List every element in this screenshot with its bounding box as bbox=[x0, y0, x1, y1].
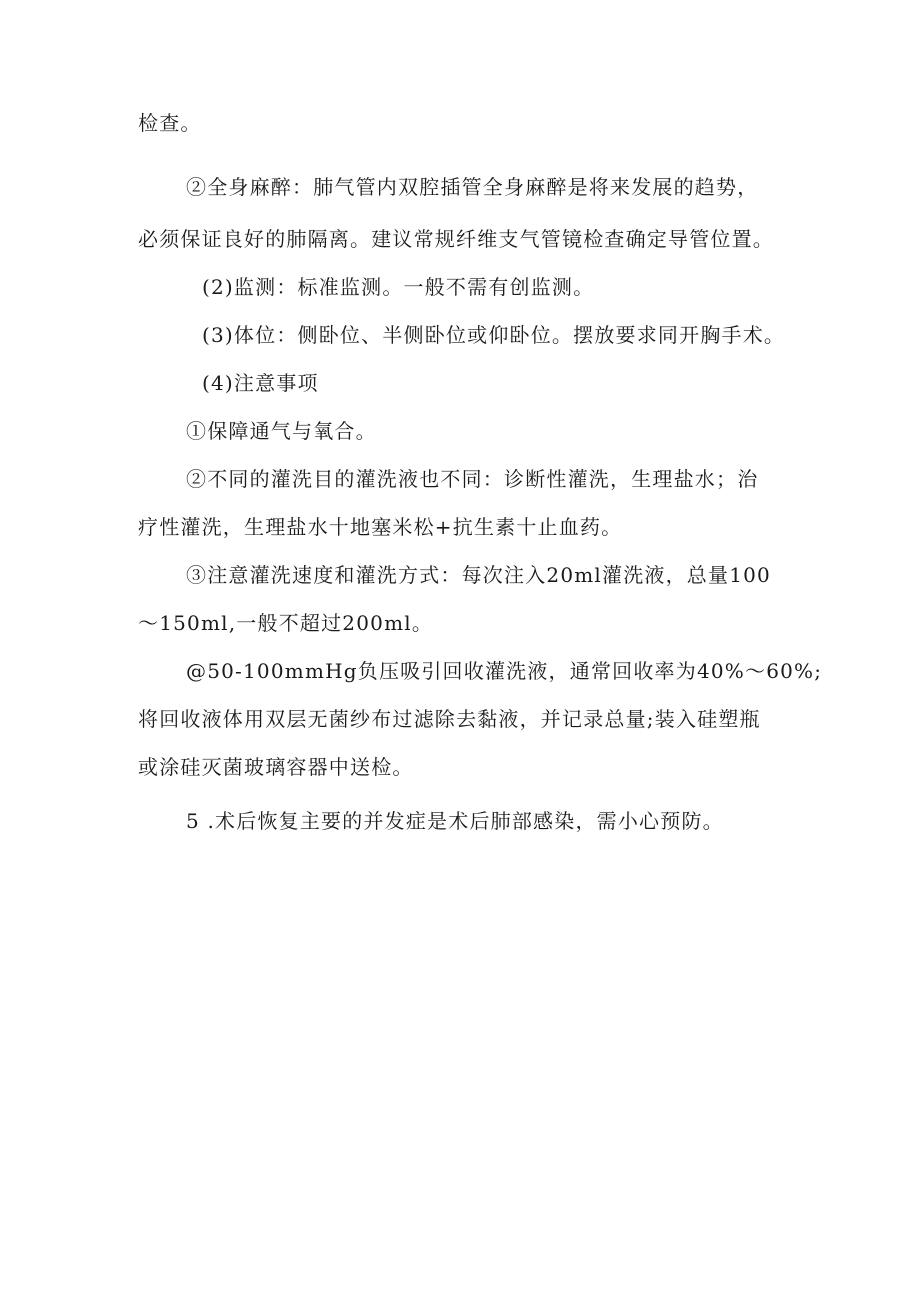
text-line: 疗性灌洗，生理盐水十地塞米松+抗生素十止血药。 bbox=[138, 515, 623, 539]
text-line: ①保障通气与氧合。 bbox=[186, 419, 377, 443]
text-line: ②不同的灌洗目的灌洗液也不同：诊断性灌洗，生理盐水；治 bbox=[186, 467, 759, 491]
text-line: (3)体位：侧卧位、半侧卧位或仰卧位。摆放要求同开胸手术。 bbox=[202, 323, 786, 347]
text-line: 检查。 bbox=[138, 111, 202, 135]
text-line: ③注意灌洗速度和灌洗方式：每次注入20ml灌洗液，总量100 bbox=[186, 563, 771, 587]
text-line: 5 .术后恢复主要的并发症是术后肺部感染，需小心预防。 bbox=[186, 809, 724, 833]
text-line: @50-100mmHg负压吸引回收灌洗液，通常回收率为40%～60%; bbox=[186, 659, 823, 683]
text-line: ②全身麻醉：肺气管内双腔插管全身麻醉是将来发展的趋势， bbox=[186, 175, 759, 199]
text-line: 将回收液体用双层无菌纱布过滤除去黏液，并记录总量;装入硅塑瓶 bbox=[138, 707, 761, 731]
text-line: 必须保证良好的肺隔离。建议常规纤维支气管镜检查确定导管位置。 bbox=[138, 227, 774, 251]
text-line: ～150ml,一般不超过200ml。 bbox=[138, 611, 434, 635]
text-line: (2)监测：标准监测。一般不需有创监测。 bbox=[202, 275, 595, 299]
text-line: 或涂硅灭菌玻璃容器中送检。 bbox=[138, 755, 414, 779]
text-line: (4)注意事项 bbox=[202, 371, 319, 395]
